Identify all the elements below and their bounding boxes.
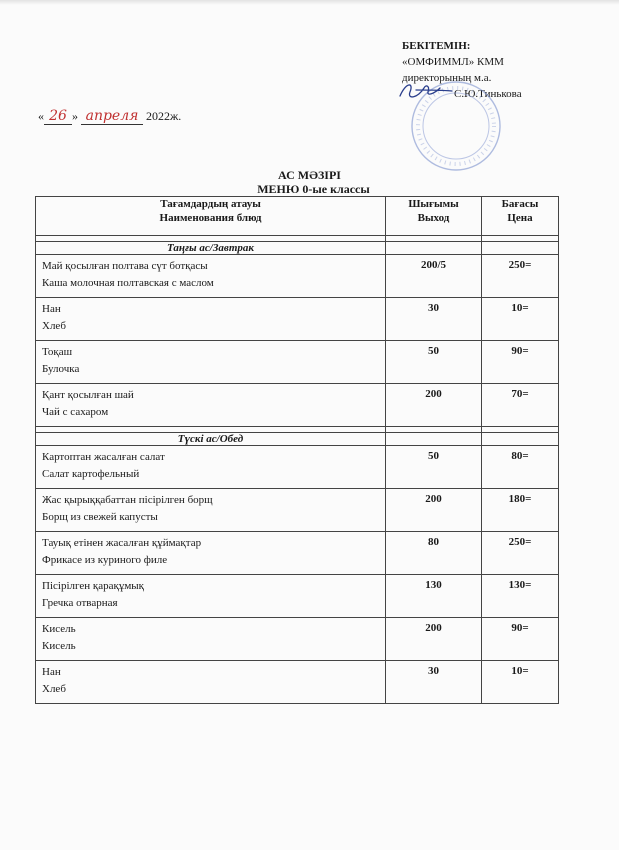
table-row (36, 661, 559, 704)
section-empty-cell (482, 433, 559, 446)
section-title: Таңғы ас/Завтрак (36, 242, 386, 255)
section-row (36, 433, 559, 446)
dish-name-ru: Чай с сахаром (42, 406, 109, 418)
table-header-row (36, 197, 559, 236)
dish-name-cell (36, 618, 386, 661)
dish-output: 200/5 (386, 255, 482, 298)
dish-output: 80 (386, 532, 482, 575)
page-title (0, 168, 619, 196)
date-close-quote: » (72, 109, 78, 123)
dish-price: 180= (482, 489, 559, 532)
dish-price: 90= (482, 618, 559, 661)
table-row (36, 489, 559, 532)
approval-org: «ОМФИММЛ» КММ (402, 56, 504, 68)
dish-output: 130 (386, 575, 482, 618)
approval-name: С.Ю.Тинькова (454, 88, 522, 100)
date-year: 2022ж. (146, 109, 182, 123)
table-row (36, 618, 559, 661)
header-output (386, 197, 482, 236)
dish-name-kz: Картоптан жасалған салат (42, 451, 165, 463)
dish-price: 250= (482, 532, 559, 575)
dish-name-ru: Борщ из свежей капусты (42, 511, 158, 523)
header-name-ru: Наименования блюд (159, 212, 262, 224)
dish-name-cell (36, 446, 386, 489)
dish-output: 200 (386, 489, 482, 532)
dish-name-kz: Пісірілген қарақұмық (42, 580, 145, 592)
dish-price: 10= (482, 298, 559, 341)
dish-name-kz: Тоқаш (42, 346, 73, 358)
menu-table (35, 196, 559, 704)
signature-icon (396, 78, 456, 104)
date-open-quote: « (38, 109, 44, 123)
dish-output: 50 (386, 341, 482, 384)
header-output-kz: Шығымы (408, 198, 459, 210)
dish-name-cell (36, 341, 386, 384)
title-ru: МЕНЮ 0-ые классы (257, 182, 370, 196)
date-month: апреля (85, 108, 139, 124)
header-name (36, 197, 386, 236)
dish-name-cell (36, 384, 386, 427)
dish-name-cell (36, 575, 386, 618)
dish-name-kz: Кисель (42, 623, 76, 635)
dish-name-kz: Қант қосылған шай (42, 389, 134, 401)
dish-output: 30 (386, 298, 482, 341)
dish-output: 30 (386, 661, 482, 704)
dish-name-ru: Хлеб (42, 320, 66, 332)
dish-price: 250= (482, 255, 559, 298)
section-title: Түскі ас/Обед (36, 433, 386, 446)
dish-price: 130= (482, 575, 559, 618)
dish-output: 50 (386, 446, 482, 489)
menu-body (36, 236, 559, 704)
dish-name-cell (36, 298, 386, 341)
dish-name-ru: Гречка отварная (42, 597, 118, 609)
section-empty-cell (386, 242, 482, 255)
table-row (36, 532, 559, 575)
dish-price: 80= (482, 446, 559, 489)
dish-name-kz: Тауық етінен жасалған құймақтар (42, 537, 202, 549)
header-price-ru: Цена (507, 212, 533, 224)
dish-name-cell (36, 661, 386, 704)
dish-name-kz: Нан (42, 303, 61, 315)
section-row (36, 242, 559, 255)
table-row (36, 341, 559, 384)
table-row (36, 575, 559, 618)
approval-position: директорының м.а. (402, 72, 492, 84)
section-empty-cell (482, 242, 559, 255)
table-row (36, 384, 559, 427)
dish-name-ru: Салат картофельный (42, 468, 140, 480)
dish-name-ru: Каша молочная полтавская с маслом (42, 277, 214, 289)
dish-name-cell (36, 532, 386, 575)
dish-name-cell (36, 255, 386, 298)
dish-name-ru: Кисель (42, 640, 76, 652)
dish-name-cell (36, 489, 386, 532)
header-name-kz: Тағамдардың атауы (160, 198, 261, 210)
dish-price: 10= (482, 661, 559, 704)
table-row (36, 446, 559, 489)
table-row (36, 255, 559, 298)
dish-output: 200 (386, 618, 482, 661)
header-price (482, 197, 559, 236)
dish-name-kz: Май қосылған полтава сүт ботқасы (42, 260, 208, 272)
dish-name-kz: Жас қырыққабаттан пісірілген борщ (42, 494, 213, 506)
header-price-kz: Бағасы (501, 198, 539, 210)
dish-name-ru: Фрикасе из куриного филе (42, 554, 168, 566)
header-output-ru: Выход (417, 212, 450, 224)
document-date (38, 108, 181, 125)
title-kz: АС МӘЗІРІ (278, 168, 341, 182)
dish-output: 200 (386, 384, 482, 427)
table-row (36, 298, 559, 341)
dish-name-ru: Хлеб (42, 683, 66, 695)
section-empty-cell (386, 433, 482, 446)
dish-name-ru: Булочка (42, 363, 80, 375)
dish-name-kz: Нан (42, 666, 61, 678)
scan-edge (0, 0, 619, 5)
dish-price: 90= (482, 341, 559, 384)
date-day: 26 (49, 108, 67, 124)
approval-heading: БЕКІТЕМІН: (402, 40, 471, 52)
dish-price: 70= (482, 384, 559, 427)
